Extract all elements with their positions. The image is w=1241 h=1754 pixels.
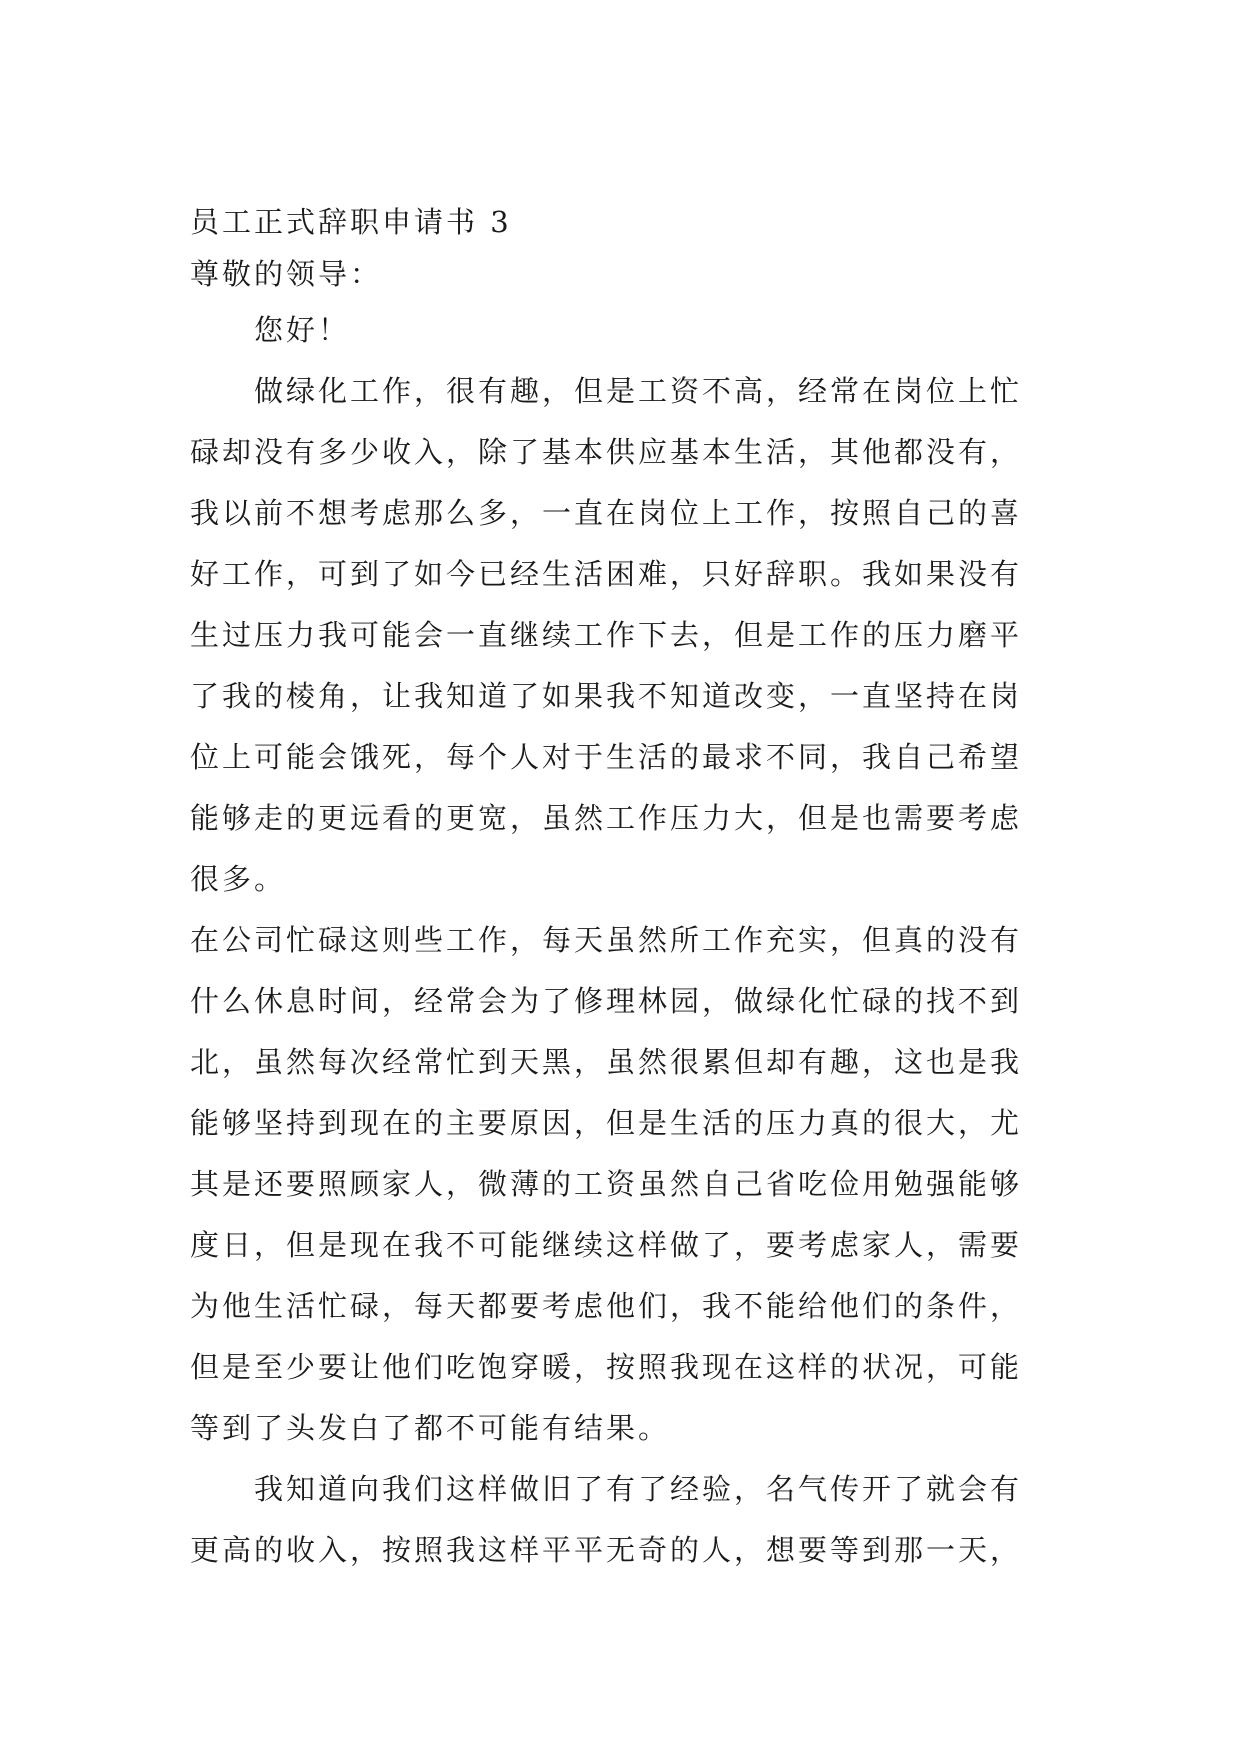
paragraph-line: 碌却没有多少收入，除了基本供应基本生活，其他都没有， <box>190 435 1023 469</box>
paragraph-line: 能够走的更远看的更宽，虽然工作压力大，但是也需要考虑 <box>190 801 1023 835</box>
paragraph-line: 很多。 <box>190 862 287 896</box>
document-title: 员工正式辞职申请书 3 <box>190 205 512 239</box>
paragraph-line: 等到了头发白了都不可能有结果。 <box>190 1411 671 1445</box>
paragraph-line: 我知道向我们这样做旧了有了经验，名气传开了就会有 <box>254 1472 1023 1506</box>
salutation: 尊敬的领导： <box>190 257 383 291</box>
document-body <box>190 196 1050 1581</box>
paragraph-line: 做绿化工作，很有趣，但是工资不高，经常在岗位上忙 <box>254 374 1023 408</box>
paragraph-line: 什么休息时间，经常会为了修理林园，做绿化忙碌的找不到 <box>190 984 1023 1018</box>
paragraph-line: 能够坚持到现在的主要原因，但是生活的压力真的很大，尤 <box>190 1106 1023 1140</box>
paragraph-line: 为他生活忙碌，每天都要考虑他们，我不能给他们的条件， <box>190 1289 1023 1323</box>
paragraph-line: 好工作，可到了如今已经生活困难，只好辞职。我如果没有 <box>190 557 1023 591</box>
paragraph-line: 其是还要照顾家人，微薄的工资虽然自己省吃俭用勉强能够 <box>190 1167 1023 1201</box>
paragraph-3 <box>190 1459 1050 1581</box>
paragraph-line: 生过压力我可能会一直继续工作下去，但是工作的压力磨平 <box>190 618 1023 652</box>
paragraph-line: 度日，但是现在我不可能继续这样做了，要考虑家人，需要 <box>190 1228 1023 1262</box>
paragraph-line: 在公司忙碌这则些工作，每天虽然所工作充实，但真的没有 <box>190 923 1023 957</box>
paragraph-line: 但是至少要让他们吃饱穿暖，按照我现在这样的状况，可能 <box>190 1350 1023 1384</box>
paragraph-line: 更高的收入，按照我这样平平无奇的人，想要等到那一天， <box>190 1533 1023 1567</box>
paragraph-line: 北，虽然每次经常忙到天黑，虽然很累但却有趣，这也是我 <box>190 1045 1023 1079</box>
paragraph-line: 位上可能会饿死，每个人对于生活的最求不同，我自己希望 <box>190 740 1023 774</box>
greeting: 您好！ <box>254 313 351 347</box>
paragraph-1 <box>190 361 1050 910</box>
paragraph-2 <box>190 910 1050 1459</box>
paragraph-line: 我以前不想考虑那么多，一直在岗位上工作，按照自己的喜 <box>190 496 1023 530</box>
paragraph-line: 了我的棱角，让我知道了如果我不知道改变，一直坚持在岗 <box>190 679 1023 713</box>
